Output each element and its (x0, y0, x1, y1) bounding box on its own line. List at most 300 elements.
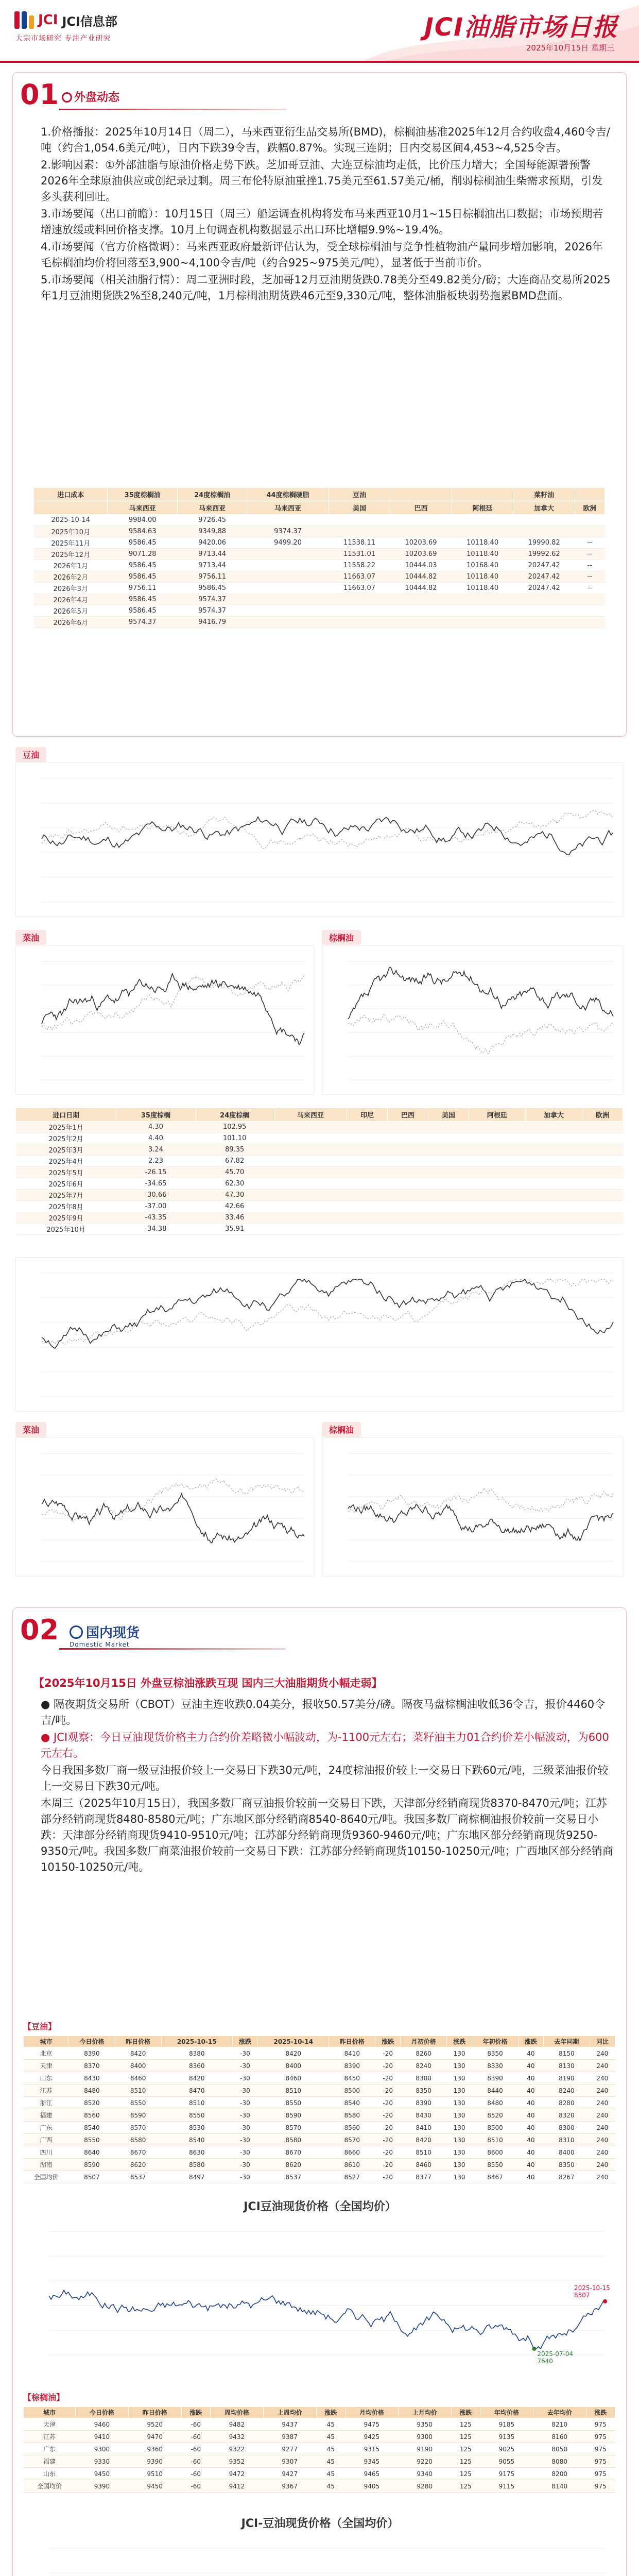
soy-table-tag: 【豆油】 (23, 2022, 57, 2031)
table-row (24, 2455, 615, 2468)
import-cost-table (33, 487, 605, 628)
table-cell: 9465 (345, 2468, 398, 2480)
table-cell (390, 605, 452, 617)
table-cell: 45 (316, 2480, 345, 2493)
table-cell: 125 (451, 2480, 480, 2493)
table-cell: 全国均价 (24, 2171, 69, 2183)
table-cell: -26.15 (116, 1167, 195, 1178)
table-cell: 9756.11 (108, 583, 177, 594)
table-cell (582, 1133, 623, 1144)
table-cell: 8540 (161, 2134, 232, 2146)
table-header-cell: 涨跌 (181, 2407, 210, 2418)
table-cell: 130 (447, 2109, 472, 2122)
table-cell: 8620 (115, 2159, 161, 2171)
table-cell: 40 (518, 2159, 543, 2171)
palm-avg-chart (23, 2533, 615, 2576)
table-cell: 天津 (24, 2418, 76, 2431)
table-header-cell: 马来西亚 (177, 501, 247, 515)
table-cell: 2025年5月 (16, 1167, 116, 1178)
table-cell (390, 617, 452, 628)
table-cell: 8670 (115, 2146, 161, 2159)
table-cell (452, 594, 513, 605)
table-cell: -20 (375, 2122, 401, 2134)
table-cell: 8280 (543, 2097, 590, 2109)
table-cell: 130 (447, 2047, 472, 2060)
table-cell: 240 (590, 2122, 615, 2134)
table-cell (274, 1190, 347, 1201)
table-header-row (24, 2407, 615, 2418)
panel-title-rape-2: 菜油 (15, 1422, 46, 1437)
table-cell: 9349.88 (177, 526, 247, 537)
news-item: 3.市场要闻（出口前瞻）：10月15日（周三）船运调查机构将发布马来西亚10月1~15日棕榈油出口数据；市场预期若增速放缓或料回价格支撑。10月上旬调查机构数据显示出口环比增幅9.9%~19.4%。 (41, 208, 603, 236)
soy-price-table (23, 2036, 615, 2183)
table-cell (525, 1156, 582, 1167)
table-row (24, 2084, 615, 2097)
table-cell (247, 605, 329, 617)
table-cell: 45 (316, 2431, 345, 2443)
table-cell (387, 1156, 428, 1167)
table-cell: 8300 (401, 2072, 447, 2084)
table-cell: 9340 (398, 2468, 451, 2480)
header-divider (0, 61, 639, 63)
soy-spread-panel (15, 1257, 623, 1412)
table-cell: 10118.40 (452, 583, 513, 594)
series-line-secondary (348, 1488, 613, 1512)
table-cell: 9307 (263, 2455, 316, 2468)
table-cell: 240 (590, 2134, 615, 2146)
table-row (24, 2060, 615, 2072)
table-cell: 8640 (69, 2146, 115, 2159)
table-cell: 全国均价 (24, 2480, 76, 2493)
table-cell: 9330 (75, 2455, 128, 2468)
series-line-secondary (42, 975, 304, 1030)
table-cell: -- (575, 571, 605, 583)
soy-spread-chart (16, 1258, 624, 1412)
section-underline (59, 1648, 286, 1650)
table-cell: 9367 (263, 2480, 316, 2493)
section-number: 02 (20, 1614, 59, 1646)
report-title: JCI油脂市场日报 (424, 13, 618, 42)
table-cell: 2025年9月 (16, 1212, 116, 1224)
table-header-cell: 涨跌 (375, 2036, 401, 2047)
table-cell (452, 617, 513, 628)
table-cell: 9586.45 (108, 560, 177, 571)
table-cell (387, 1178, 428, 1190)
table-cell (525, 1167, 582, 1178)
table-cell (390, 526, 452, 537)
table-cell: -60 (181, 2418, 210, 2431)
table-cell (274, 1144, 347, 1156)
table-row (34, 526, 605, 537)
table-cell: 8540 (69, 2122, 115, 2134)
table-header-cell (575, 488, 605, 501)
table-cell: 8377 (401, 2171, 447, 2183)
overseas-news (41, 124, 612, 305)
table-cell: 9437 (263, 2418, 316, 2431)
table-cell: 130 (447, 2072, 472, 2084)
table-cell: 2026年3月 (34, 583, 108, 594)
section-underline (59, 109, 286, 110)
table-cell: 2025年2月 (16, 1133, 116, 1144)
table-cell (582, 1144, 623, 1156)
table-cell: 8050 (533, 2443, 586, 2455)
table-cell (575, 515, 605, 526)
table-row (34, 515, 605, 526)
table-cell (274, 1167, 347, 1178)
table-cell: 101.10 (195, 1133, 274, 1144)
table-cell: 9475 (345, 2418, 398, 2431)
table-header-cell: 涨跌 (232, 2036, 257, 2047)
table-cell: 9412 (210, 2480, 263, 2493)
table-cell: -20 (375, 2097, 401, 2109)
table-cell: 4.40 (116, 1133, 195, 1144)
table-header-row (16, 1108, 623, 1122)
table-cell: 975 (586, 2443, 615, 2455)
table-cell: -60 (181, 2468, 210, 2480)
table-cell: 2026年1月 (34, 560, 108, 571)
section-title-text: 外盘动态 (74, 91, 120, 104)
table-cell: 8370 (69, 2060, 115, 2072)
table-cell: 9586.45 (108, 605, 177, 617)
table-header-cell: 24度棕榈 (195, 1108, 274, 1122)
table-cell: 9470 (128, 2431, 181, 2443)
table-cell: 125 (451, 2455, 480, 2468)
table-header-cell: 月均价格 (345, 2407, 398, 2418)
table-header-cell: 马来西亚 (274, 1108, 347, 1122)
table-cell: -30 (232, 2097, 257, 2109)
table-row (34, 605, 605, 617)
table-cell (428, 1133, 469, 1144)
table-cell: 9586.45 (108, 537, 177, 549)
table-cell: 975 (586, 2468, 615, 2480)
table-cell: 8580 (258, 2134, 329, 2146)
table-cell: 11663.07 (329, 571, 390, 583)
domestic-logo-icon (70, 1625, 83, 1639)
table-cell (428, 1156, 469, 1167)
annotation-label: 2025-07-04 (537, 2350, 574, 2358)
table-cell: 8660 (329, 2146, 375, 2159)
table-cell: 8140 (533, 2480, 586, 2493)
table-cell: -30 (232, 2122, 257, 2134)
palm-chart-title: JCI-豆油现货价格（全国均价） (241, 2517, 399, 2530)
table-cell (469, 1122, 525, 1133)
table-cell: 8550 (258, 2097, 329, 2109)
table-header-cell: 昨日价格 (329, 2036, 375, 2047)
table-row (16, 1156, 623, 1167)
table-cell (247, 515, 329, 526)
table-cell (525, 1224, 582, 1235)
table-cell: 20247.42 (513, 571, 575, 583)
table-cell: 130 (447, 2146, 472, 2159)
table-cell: 40 (518, 2109, 543, 2122)
palm-table-tag: 【棕榈油】 (23, 2393, 65, 2402)
table-cell (274, 1156, 347, 1167)
table-row (34, 537, 605, 549)
table-cell (428, 1212, 469, 1224)
table-cell: 8210 (533, 2418, 586, 2431)
table-cell (347, 1144, 388, 1156)
table-cell: 40 (518, 2060, 543, 2072)
table-cell (428, 1201, 469, 1212)
domestic-logo (70, 1622, 140, 1648)
table-cell (347, 1156, 388, 1167)
table-cell (582, 1122, 623, 1133)
table-cell (329, 605, 390, 617)
table-cell: 8610 (329, 2159, 375, 2171)
table-row (24, 2418, 615, 2431)
table-cell: 10203.69 (390, 549, 452, 560)
table-cell: 9360 (128, 2443, 181, 2455)
slogan: 大宗市场研究 专注产业研究 (15, 35, 111, 43)
table-cell: 8420 (115, 2047, 161, 2060)
table-header-cell: 加拿大 (513, 501, 575, 515)
table-cell: 8520 (472, 2109, 519, 2122)
series-line (42, 974, 304, 1045)
table-cell: 8530 (161, 2122, 232, 2134)
table-cell: -20 (375, 2047, 401, 2060)
table-cell: 40 (518, 2122, 543, 2134)
table-cell: 四川 (24, 2146, 69, 2159)
table-header-cell: 35度棕榈 (116, 1108, 195, 1122)
table-cell: -20 (375, 2146, 401, 2159)
table-cell: 11531.01 (329, 549, 390, 560)
table-cell: 2025年6月 (16, 1178, 116, 1190)
table-cell: 8590 (258, 2109, 329, 2122)
series-line (348, 1504, 613, 1541)
domestic-headline: 【2025年10月15日 外盘豆棕油涨跌互现 国内三大油脂期货小幅走弱】 (33, 1677, 383, 1689)
table-cell (387, 1133, 428, 1144)
table-cell: 240 (590, 2084, 615, 2097)
table-cell: 8400 (115, 2060, 161, 2072)
table-cell (513, 605, 575, 617)
table-cell: 8350 (472, 2047, 519, 2060)
table-header-cell: 24度棕榈油 (177, 488, 247, 501)
table-header-cell: 城市 (24, 2407, 76, 2418)
table-cell: 130 (447, 2122, 472, 2134)
table-cell: 2025年4月 (16, 1156, 116, 1167)
table-header-cell: 今日价格 (75, 2407, 128, 2418)
table-header-cell: 35度棕榈油 (108, 488, 177, 501)
table-cell: 8537 (258, 2171, 329, 2183)
table-cell (452, 605, 513, 617)
table-header-cell: 欧洲 (575, 501, 605, 515)
table-cell: 广东 (24, 2443, 76, 2455)
table-cell (347, 1201, 388, 1212)
table-cell: 40 (518, 2084, 543, 2097)
table-cell: 130 (447, 2084, 472, 2097)
table-header-cell (34, 501, 108, 515)
table-cell: 9574.37 (177, 605, 247, 617)
table-row (24, 2171, 615, 2183)
series-line-secondary (348, 1013, 613, 1054)
table-header-cell: 年初价格 (472, 2036, 519, 2047)
table-cell: 40 (518, 2072, 543, 2084)
palm-spread-panel (322, 1437, 623, 1577)
table-cell: 9300 (398, 2431, 451, 2443)
table-header-cell: 上月均价 (398, 2407, 451, 2418)
table-cell: 8390 (472, 2072, 519, 2084)
table-cell: 8380 (161, 2047, 232, 2060)
table-cell: -20 (375, 2072, 401, 2084)
table-cell (575, 526, 605, 537)
table-cell: 130 (447, 2097, 472, 2109)
table-cell (387, 1201, 428, 1212)
table-row (16, 1178, 623, 1190)
table-cell: -60 (181, 2455, 210, 2468)
table-cell: -60 (181, 2431, 210, 2443)
annotation-point (603, 2299, 607, 2303)
table-cell: -30 (232, 2084, 257, 2097)
table-cell: 8550 (69, 2134, 115, 2146)
news-para: 本周三（2025年10月15日），我国多数厂商豆油报价较前一交易日下跌，天津部分经销商现货8370-8470元/吨；江苏部分经销商现货8480-8580元/吨；广东地区部分经销商8540-8640元/吨。我国多数厂商棕榈油报价较前一交易日小跌：天津部分经销商现货9410-9510元/吨；江苏部分经销商现货9360-9460元/吨；广东地区部分经销商现货9250-9350元/吨。我国多数厂商菜油报价较前一交易日下跌：江苏部分经销商现货10150-10250元/吨；广西地区部分经销商10150-10250元/吨。 (41, 1797, 613, 1873)
table-cell: 9352 (210, 2455, 263, 2468)
table-cell: 8580 (161, 2159, 232, 2171)
table-cell: 9374.37 (247, 526, 329, 537)
table-cell: 20247.42 (513, 583, 575, 594)
table-cell (329, 617, 390, 628)
table-cell: 62.30 (195, 1178, 274, 1190)
table-cell: -30 (232, 2171, 257, 2183)
title-band (361, 0, 639, 62)
table-cell: 4.30 (116, 1122, 195, 1133)
table-cell: 9322 (210, 2443, 263, 2455)
table-cell (469, 1212, 525, 1224)
table-cell: 8420 (258, 2047, 329, 2060)
table-cell: 89.35 (195, 1144, 274, 1156)
table-cell: 8080 (533, 2455, 586, 2468)
table-header-cell: 涨跌 (447, 2036, 472, 2047)
table-cell: 8460 (401, 2159, 447, 2171)
table-cell: 8430 (69, 2072, 115, 2084)
table-cell: 8130 (543, 2060, 590, 2072)
table-cell (387, 1212, 428, 1224)
table-cell: 9277 (263, 2443, 316, 2455)
table-cell (513, 594, 575, 605)
table-cell: 8450 (329, 2072, 375, 2084)
table-cell (347, 1224, 388, 1235)
table-cell: 10444.82 (390, 571, 452, 583)
table-cell: 9390 (75, 2480, 128, 2493)
table-cell: 8390 (69, 2047, 115, 2060)
table-row (34, 560, 605, 571)
table-row (24, 2480, 615, 2493)
table-cell: 240 (590, 2060, 615, 2072)
table-cell: 8560 (329, 2122, 375, 2134)
table-cell: 8550 (161, 2109, 232, 2122)
table-header-cell: 菜籽油 (513, 488, 575, 501)
table-header-cell: 巴西 (390, 501, 452, 515)
table-cell (274, 1224, 347, 1235)
table-cell (469, 1144, 525, 1156)
table-cell: 广东 (24, 2122, 69, 2134)
table-cell: 45 (316, 2468, 345, 2480)
panel-title-palm: 棕榈油 (322, 930, 361, 945)
table-cell: -30 (232, 2072, 257, 2084)
table-cell: 9175 (480, 2468, 533, 2480)
table-cell (274, 1133, 347, 1144)
table-cell (452, 515, 513, 526)
table-cell: -30 (232, 2159, 257, 2171)
table-cell: 40 (518, 2047, 543, 2060)
table-cell: 10118.40 (452, 549, 513, 560)
table-cell: 8590 (69, 2159, 115, 2171)
table-cell: 9574.37 (177, 594, 247, 605)
table-cell: 9390 (128, 2455, 181, 2468)
table-row (16, 1224, 623, 1235)
table-cell (469, 1190, 525, 1201)
table-cell: 8240 (543, 2084, 590, 2097)
table-cell: 40 (518, 2171, 543, 2183)
table-cell: 975 (586, 2418, 615, 2431)
table-cell: 10118.40 (452, 537, 513, 549)
table-row (34, 549, 605, 560)
annotation-value: 7640 (537, 2358, 553, 2365)
section-domestic (12, 1607, 627, 2576)
table-cell: -34.65 (116, 1178, 195, 1190)
table-cell (274, 1212, 347, 1224)
table-cell: 9405 (345, 2480, 398, 2493)
brand-name: JCI (38, 12, 58, 28)
table-row (16, 1144, 623, 1156)
table-cell (575, 617, 605, 628)
table-cell (582, 1156, 623, 1167)
table-row (24, 2072, 615, 2084)
table-cell: 20247.42 (513, 560, 575, 571)
table-cell (525, 1201, 582, 1212)
table-cell: 240 (590, 2159, 615, 2171)
table-cell: 9460 (75, 2418, 128, 2431)
table-cell: 8260 (401, 2047, 447, 2060)
table-cell: 2.23 (116, 1156, 195, 1167)
table-cell: 240 (590, 2171, 615, 2183)
section-number: 01 (20, 78, 59, 111)
table-cell: 福建 (24, 2109, 69, 2122)
table-header-cell: 昨日价格 (115, 2036, 161, 2047)
table-cell (347, 1167, 388, 1178)
table-cell (247, 594, 329, 605)
domestic-subtitle: Domestic Market (70, 1641, 130, 1648)
section-overseas (12, 72, 627, 737)
table-cell (513, 515, 575, 526)
table-cell: 2025年10月 (34, 526, 108, 537)
series-line (49, 2290, 605, 2349)
table-cell: 9574.37 (108, 617, 177, 628)
soy-chart-title: JCI豆油现货价格（全国均价） (244, 2200, 396, 2213)
table-cell: 8550 (472, 2159, 519, 2171)
table-cell: 9071.28 (108, 549, 177, 560)
table-cell: 9420.06 (177, 537, 247, 549)
table-row (24, 2109, 615, 2122)
table-cell: 130 (447, 2134, 472, 2146)
news-item: 1.价格播报：2025年10月14日（周二），马来西亚衍生品交易所(BMD)，棕榈油基准2025年12月合约收盘4,460令吉/吨（约合1,054.6美元/吨），日内下跌39令吉，跌幅0.87%。实现三连阴；日内交易区间4,453~4,525令吉。 (41, 126, 610, 154)
table-cell: 9025 (480, 2443, 533, 2455)
table-cell: 2026年2月 (34, 571, 108, 583)
table-cell: 2025-10-14 (34, 515, 108, 526)
table-cell: 47.30 (195, 1190, 274, 1201)
table-cell (469, 1167, 525, 1178)
table-header-cell: 周均价格 (210, 2407, 263, 2418)
table-cell: 2025年1月 (16, 1122, 116, 1133)
table-header-cell: 昨日价格 (128, 2407, 181, 2418)
table-cell: 8420 (401, 2134, 447, 2146)
table-subheader-row (34, 501, 605, 515)
table-header-cell (452, 488, 513, 501)
series-line (42, 817, 613, 855)
table-cell (525, 1178, 582, 1190)
table-cell: 8350 (401, 2084, 447, 2097)
table-row (16, 1190, 623, 1201)
table-cell: -30 (232, 2146, 257, 2159)
